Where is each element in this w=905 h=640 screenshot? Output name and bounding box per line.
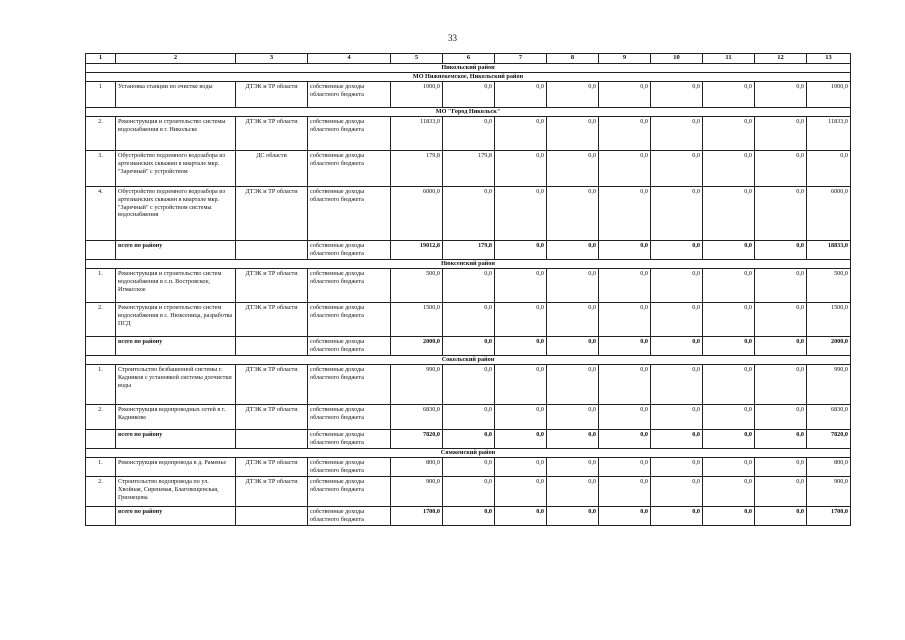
table-row	[86, 365, 851, 405]
value-cell: 0,0	[547, 405, 599, 430]
table-row	[86, 405, 851, 430]
value-cell: 0,0	[651, 430, 703, 449]
value-cell: 1500,0	[391, 303, 443, 337]
value-cell: 0,0	[703, 337, 755, 356]
value-cell: 0,0	[599, 117, 651, 151]
value-cell: 0,0	[547, 337, 599, 356]
column-header: 7	[495, 54, 547, 64]
executor: ДТЭК и ТР области	[236, 82, 308, 108]
project-name: Реконструкция и строительство системы водоснабжения в г. Никольске	[116, 117, 236, 151]
value-cell: 0,0	[443, 303, 495, 337]
funding-source: собственные доходы областного бюджета	[308, 187, 391, 241]
funding-source: собственные доходы областного бюджета	[308, 337, 391, 356]
value-cell: 0,0	[651, 241, 703, 260]
value-cell: 0,0	[547, 507, 599, 526]
value-cell: 0,0	[703, 430, 755, 449]
value-cell: 0,0	[651, 151, 703, 187]
total-row	[86, 241, 851, 260]
project-name: Обустройство подземного водозабора из артезианских скважин в квартале мкр. "Заречный" с устройством	[116, 151, 236, 187]
value-cell: 0,0	[443, 477, 495, 507]
executor: ДТЭК и ТР области	[236, 303, 308, 337]
value-cell: 0,0	[495, 458, 547, 477]
value-cell: 0,0	[599, 337, 651, 356]
executor: ДТЭК и ТР области	[236, 269, 308, 303]
value-cell: 0,0	[755, 477, 807, 507]
value-cell: 0,0	[651, 303, 703, 337]
value-cell: 0,0	[755, 430, 807, 449]
value-cell: 179,8	[443, 241, 495, 260]
value-cell: 500,0	[391, 269, 443, 303]
executor: ДТЭК и ТР области	[236, 458, 308, 477]
value-cell: 6000,0	[391, 187, 443, 241]
value-cell: 0,0	[599, 430, 651, 449]
value-cell: 0,0	[703, 187, 755, 241]
project-name: Обустройство подземного водозабора из артезианских скважин в квартале мкр. "Заречный" с устройством системы водоснабжения	[116, 187, 236, 241]
value-cell: 0,0	[443, 405, 495, 430]
value-cell: 0,0	[495, 117, 547, 151]
value-cell: 0,0	[651, 117, 703, 151]
table-row	[86, 477, 851, 507]
table-row	[86, 151, 851, 187]
value-cell: 990,0	[807, 365, 851, 405]
value-cell: 0,0	[599, 151, 651, 187]
value-cell: 0,0	[599, 241, 651, 260]
value-cell: 0,0	[495, 241, 547, 260]
value-cell: 0,0	[599, 477, 651, 507]
value-cell: 0,0	[755, 82, 807, 108]
project-name: Строительство безбашенной системы г. Кадников с установкой системы доочистки воды	[116, 365, 236, 405]
section-title: МО Нижнекемское, Никольский район	[86, 73, 851, 82]
funding-source: собственные доходы областного бюджета	[308, 365, 391, 405]
funding-source: собственные доходы областного бюджета	[308, 151, 391, 187]
executor: ДТЭК и ТР области	[236, 117, 308, 151]
value-cell: 0,0	[599, 507, 651, 526]
value-cell: 0,0	[651, 269, 703, 303]
value-cell: 18833,0	[807, 241, 851, 260]
value-cell: 1700,0	[391, 507, 443, 526]
value-cell: 0,0	[807, 151, 851, 187]
value-cell: 0,0	[547, 477, 599, 507]
project-name: Реконструкция водопровода в д. Раменье	[116, 458, 236, 477]
value-cell: 2000,0	[807, 337, 851, 356]
section-title-row	[86, 108, 851, 117]
column-header: 9	[599, 54, 651, 64]
value-cell: 11833,0	[807, 117, 851, 151]
value-cell: 0,0	[495, 405, 547, 430]
value-cell: 0,0	[599, 82, 651, 108]
value-cell: 0,0	[547, 82, 599, 108]
value-cell: 0,0	[547, 458, 599, 477]
value-cell: 0,0	[547, 187, 599, 241]
column-header: 11	[703, 54, 755, 64]
value-cell: 0,0	[495, 507, 547, 526]
value-cell: 0,0	[651, 477, 703, 507]
row-index: 3.	[86, 151, 116, 187]
total-label: всего по району	[116, 241, 236, 260]
section-title-row	[86, 73, 851, 82]
value-cell: 0,0	[547, 117, 599, 151]
total-row	[86, 337, 851, 356]
value-cell: 0,0	[547, 151, 599, 187]
value-cell: 800,0	[391, 458, 443, 477]
value-cell: 0,0	[443, 507, 495, 526]
section-title-row	[86, 64, 851, 73]
value-cell: 0,0	[443, 117, 495, 151]
row-index	[86, 241, 116, 260]
total-row	[86, 507, 851, 526]
column-header: 4	[308, 54, 391, 64]
column-header: 3	[236, 54, 308, 64]
value-cell: 0,0	[651, 82, 703, 108]
value-cell: 7820,0	[391, 430, 443, 449]
value-cell: 900,0	[391, 477, 443, 507]
value-cell: 7820,0	[807, 430, 851, 449]
table-row	[86, 458, 851, 477]
value-cell: 0,0	[703, 241, 755, 260]
value-cell: 0,0	[547, 269, 599, 303]
funding-source: собственные доходы областного бюджета	[308, 430, 391, 449]
budget-table	[85, 53, 851, 526]
total-label: всего по району	[116, 430, 236, 449]
column-header: 10	[651, 54, 703, 64]
value-cell: 0,0	[495, 365, 547, 405]
executor: ДТЭК и ТР области	[236, 365, 308, 405]
funding-source: собственные доходы областного бюджета	[308, 82, 391, 108]
value-cell: 0,0	[599, 458, 651, 477]
value-cell: 179,8	[443, 151, 495, 187]
row-index: 2.	[86, 117, 116, 151]
value-cell: 0,0	[443, 187, 495, 241]
value-cell: 0,0	[495, 337, 547, 356]
section-title: Сямженский район	[86, 449, 851, 458]
value-cell: 6830,0	[391, 405, 443, 430]
value-cell: 0,0	[703, 117, 755, 151]
funding-source: собственные доходы областного бюджета	[308, 405, 391, 430]
column-header: 13	[807, 54, 851, 64]
executor	[236, 507, 308, 526]
row-index: 1	[86, 82, 116, 108]
funding-source: собственные доходы областного бюджета	[308, 507, 391, 526]
executor: ДТЭК и ТР области	[236, 187, 308, 241]
value-cell: 0,0	[495, 303, 547, 337]
value-cell: 0,0	[495, 477, 547, 507]
value-cell: 0,0	[651, 365, 703, 405]
table-body	[86, 54, 851, 526]
section-title-row	[86, 449, 851, 458]
total-label: всего по району	[116, 507, 236, 526]
value-cell: 0,0	[703, 365, 755, 405]
value-cell: 0,0	[651, 405, 703, 430]
value-cell: 0,0	[443, 458, 495, 477]
value-cell: 0,0	[755, 365, 807, 405]
funding-source: собственные доходы областного бюджета	[308, 269, 391, 303]
row-index: 1.	[86, 269, 116, 303]
section-title-row	[86, 356, 851, 365]
value-cell: 0,0	[703, 269, 755, 303]
total-label: всего по району	[116, 337, 236, 356]
table-row	[86, 82, 851, 108]
value-cell: 0,0	[495, 151, 547, 187]
project-name: Реконструкция и строительство систем водоснабжения в с.п. Востровское, Игмасское	[116, 269, 236, 303]
value-cell: 11833,0	[391, 117, 443, 151]
value-cell: 6000,0	[807, 187, 851, 241]
value-cell: 0,0	[443, 269, 495, 303]
executor	[236, 241, 308, 260]
header-row	[86, 54, 851, 64]
row-index: 1.	[86, 365, 116, 405]
value-cell: 0,0	[599, 269, 651, 303]
row-index: 4.	[86, 187, 116, 241]
value-cell: 0,0	[755, 151, 807, 187]
column-header: 6	[443, 54, 495, 64]
row-index: 2.	[86, 405, 116, 430]
value-cell: 0,0	[755, 241, 807, 260]
value-cell: 0,0	[547, 241, 599, 260]
table-row	[86, 117, 851, 151]
row-index: 2.	[86, 303, 116, 337]
executor: ДС области	[236, 151, 308, 187]
value-cell: 0,0	[703, 82, 755, 108]
total-row	[86, 430, 851, 449]
row-index: 1.	[86, 458, 116, 477]
section-title-row	[86, 260, 851, 269]
section-title: Сокольский район	[86, 356, 851, 365]
value-cell: 1000,0	[391, 82, 443, 108]
row-index: 2.	[86, 477, 116, 507]
value-cell: 0,0	[703, 477, 755, 507]
value-cell: 0,0	[443, 337, 495, 356]
value-cell: 0,0	[703, 507, 755, 526]
value-cell: 0,0	[703, 458, 755, 477]
value-cell: 0,0	[547, 365, 599, 405]
funding-source: собственные доходы областного бюджета	[308, 241, 391, 260]
value-cell: 0,0	[547, 303, 599, 337]
project-name: Реконструкция и строительство систем водоснабжения в с. Нюксеница, разработка ПСД	[116, 303, 236, 337]
value-cell: 500,0	[807, 269, 851, 303]
row-index	[86, 337, 116, 356]
row-index	[86, 507, 116, 526]
funding-source: собственные доходы областного бюджета	[308, 477, 391, 507]
executor	[236, 430, 308, 449]
value-cell: 0,0	[651, 458, 703, 477]
executor: ДТЭК и ТР области	[236, 405, 308, 430]
table-row	[86, 269, 851, 303]
value-cell: 0,0	[443, 82, 495, 108]
value-cell: 0,0	[547, 430, 599, 449]
table-row	[86, 303, 851, 337]
value-cell: 1700,0	[807, 507, 851, 526]
column-header: 12	[755, 54, 807, 64]
value-cell: 0,0	[703, 405, 755, 430]
value-cell: 2000,0	[391, 337, 443, 356]
value-cell: 0,0	[755, 337, 807, 356]
value-cell: 0,0	[755, 117, 807, 151]
column-header: 1	[86, 54, 116, 64]
column-header: 8	[547, 54, 599, 64]
value-cell: 0,0	[651, 337, 703, 356]
section-title: МО "Город Никольск"	[86, 108, 851, 117]
value-cell: 0,0	[755, 187, 807, 241]
value-cell: 0,0	[703, 303, 755, 337]
column-header: 5	[391, 54, 443, 64]
value-cell: 1500,0	[807, 303, 851, 337]
funding-source: собственные доходы областного бюджета	[308, 117, 391, 151]
project-name: Установка станции по очистке воды	[116, 82, 236, 108]
value-cell: 800,0	[807, 458, 851, 477]
column-header: 2	[116, 54, 236, 64]
funding-source: собственные доходы областного бюджета	[308, 458, 391, 477]
value-cell: 6830,0	[807, 405, 851, 430]
value-cell: 179,8	[391, 151, 443, 187]
value-cell: 0,0	[599, 303, 651, 337]
value-cell: 0,0	[755, 507, 807, 526]
executor	[236, 337, 308, 356]
value-cell: 0,0	[443, 430, 495, 449]
project-name: Реконструкция водопроводных сетей в г. Кадникове	[116, 405, 236, 430]
value-cell: 0,0	[755, 303, 807, 337]
value-cell: 0,0	[703, 151, 755, 187]
value-cell: 0,0	[599, 187, 651, 241]
value-cell: 19012,8	[391, 241, 443, 260]
table-row	[86, 187, 851, 241]
funding-source: собственные доходы областного бюджета	[308, 303, 391, 337]
page-number: 33	[448, 33, 457, 43]
value-cell: 1000,0	[807, 82, 851, 108]
value-cell: 0,0	[599, 365, 651, 405]
section-title: Никольский район	[86, 64, 851, 73]
executor: ДТЭК и ТР области	[236, 477, 308, 507]
row-index	[86, 430, 116, 449]
section-title: Нюксенский район	[86, 260, 851, 269]
value-cell: 0,0	[495, 269, 547, 303]
value-cell: 0,0	[755, 405, 807, 430]
value-cell: 0,0	[599, 405, 651, 430]
value-cell: 0,0	[755, 269, 807, 303]
value-cell: 0,0	[651, 187, 703, 241]
value-cell: 900,0	[807, 477, 851, 507]
value-cell: 990,0	[391, 365, 443, 405]
value-cell: 0,0	[651, 507, 703, 526]
value-cell: 0,0	[495, 187, 547, 241]
value-cell: 0,0	[755, 458, 807, 477]
value-cell: 0,0	[495, 430, 547, 449]
value-cell: 0,0	[443, 365, 495, 405]
project-name: Строительство водопровода по ул. Хвойная, Сиреневая, Благовещенская, Грязнецова	[116, 477, 236, 507]
value-cell: 0,0	[495, 82, 547, 108]
